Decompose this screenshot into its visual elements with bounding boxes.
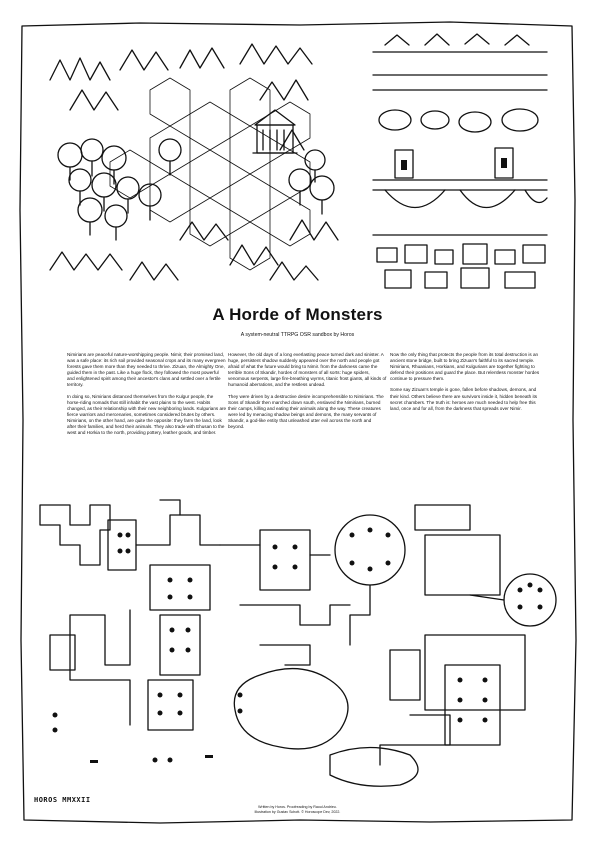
text-column-1: [67, 352, 227, 441]
paragraph: They were driven by a destructive desire incomprehensible to Nimirians. The Sons of Skandir then marched down south, enslaved the Nimirians, burned their camps, killing and eating their animals along the way. These creatures were led by menacing shadow beings and demons, the many servants of Skandir, a god-like entity that unleashed utter evil across the north and beyond.: [228, 393, 384, 430]
hex-map-illustration: [30, 30, 360, 295]
bridge-fortress-illustration: [365, 30, 555, 295]
paragraph: However, the old days of a long everlasting peace turned dark and sinister. A huge, persistent shadow suddenly appeared over the north and people got afraid of what the future would bring to Nimir. from the darkness came the terrible Sons of Skandir, hordes of monsters of all sorts: huge spiders, venomous serpents, large fire-breathing wyrms, titanic frost giants, all kinds of humanoid aberrations, and the restless undead.: [228, 352, 387, 388]
text-column-3: [390, 352, 545, 417]
paragraph: Some say Zizuan's temple is gone, fallen before shadows, demons, and their kind. Others believe there are survivors inside it, hidden beneath its secret chambers. The truth is: heroes are much needed to help free this land, once and for all, from the darkness that spreads over Nimir.: [390, 387, 538, 411]
text-column-2: [228, 352, 388, 435]
dungeon-map-illustration: [30, 485, 570, 795]
paragraph: Now the only thing that protects the people from its total destruction is an ancient stone bridge, built to bring Zizuan's faithful to its sacred temple. Nimirians, Rhuanians, Horkians, and Kulgurians are together fighting to defend their positions and guard the place. But relentless monster hordes continue to pressure them.: [390, 352, 540, 382]
credits-line: Illustration by Gustav Schott. © Horoscope Dev, 2022.: [254, 810, 341, 814]
paragraph: Nimirians are peaceful nature-worshipping people. Nimir, their promised land, was a safe place: its rich soil provided seasonal crops and its many evergreen forests gave them more than they needed to thrive. Zizuan, the Almighty One, guided them in the past. Like a huge flock, they followed the most powerful and enlightened spirit among their ancestor's clans and settled over a fertile territory.: [67, 352, 226, 388]
page-title: A Horde of Monsters: [212, 305, 383, 324]
credits-line: Written by Horos. Proofreading by Raoul Andrieu.: [258, 805, 337, 809]
paragraph: In doing so, Nimirians distanced themselves from the Kulgur people, the horse-riding nomads that still inhabit the vast plains to the west. Habits changed, as their relationship with their new neighboring lands. Kulgurians are fierce warriors and mercenaries, sometimes considered brutes by others. Nimirians, on the other hand, are quite the opposite: they farm the land, look after their families, and herd their animals. They also trade with Ehusan to the west and Horkia to the north, providing pottery, leather goods, and timber.: [67, 393, 227, 436]
credits: [0, 805, 595, 815]
artist-signature: HOROS MMXXII: [34, 796, 91, 804]
page-subtitle: A system-neutral TTRPG OSR sandbox by Horos: [240, 332, 355, 338]
